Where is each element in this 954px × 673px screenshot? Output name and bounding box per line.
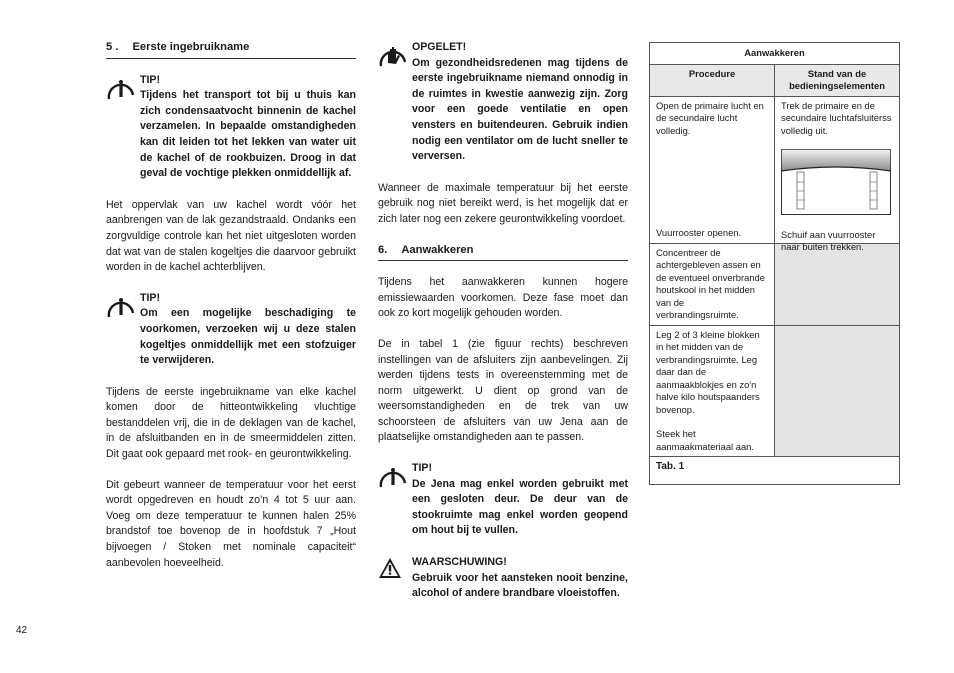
page-number: 42 [16, 625, 28, 636]
tip-text: De Jena mag enkel worden gebruikt met een gesloten deur. De deur van de stookruimte mag enkel worden geopend om hout bij te vullen. [412, 477, 628, 537]
control-pull-air-valves: Trek de primaire en de secundaire luchtafsluiterss volledig uit. [781, 99, 892, 136]
section-5-heading [106, 40, 356, 59]
left-column [106, 40, 356, 586]
tip-steel-balls [106, 291, 356, 369]
tip-door [378, 461, 628, 539]
column-header-controls: Stand van de bedieningselementen [775, 64, 900, 96]
warning-title: WAARSCHUWING! [412, 556, 507, 569]
tip-title: TIP! [140, 291, 161, 304]
section-6-number: 6. [378, 243, 388, 256]
procedure-lay-wood: Leg 2 of 3 kleine blokken in het midden van de verbrandingsruimte. Leg daar dan de aanmaakblokjes en zo'n halve kilo houtspaanders bovenop. [656, 328, 760, 415]
table-cell [775, 96, 900, 252]
section-6-title: Aanwakkeren [401, 243, 474, 256]
table-row [650, 96, 900, 243]
tip-condensation [106, 73, 356, 182]
caution-health [378, 40, 628, 165]
stove-controls-illustration [781, 149, 893, 219]
hand-caution-icon [378, 40, 412, 165]
info-icon [106, 73, 140, 182]
warning-text: Gebruik voor het aansteken nooit benzine, alcohol of andere brandbare vloeistoffen. [412, 571, 628, 600]
ignition-table [649, 42, 900, 485]
info-icon [106, 291, 140, 369]
info-icon [378, 461, 412, 539]
table-cell-empty [775, 325, 900, 457]
procedure-concentrate-ash: Concentreer de achtergebleven assen en de eventueel onverbrande houtskool in het midden van de verbrandingsruimte. [650, 243, 775, 325]
section-5-number: 5 . [106, 41, 119, 53]
table-cell-empty [775, 243, 900, 325]
caution-title: OPGELET! [412, 41, 467, 53]
tip-title: TIP! [412, 462, 433, 475]
paragraph-sandblast: Het oppervlak van uw kachel wordt vóór het aanbrengen van de lak gezandstraald. Ondanks een zorgvuldige controle kan het niet uitgesloten worden dat wat van de stalen kogeltjes die daarvoor gebruikt worden in de kachel achterblijven. [106, 198, 356, 274]
paragraph-volatile: Tijdens de eerste ingebruikname van elke kachel komen door de hitteontwikkeling vluchtige bestanddelen vrij, die in de deklagen van de kachel, in de afsluitbanden en in de smeermiddelen zitten. Dit gaat ook gepaard met rook- en geurontwikkeling. [106, 385, 356, 461]
middle-column [378, 40, 628, 618]
table-cell [650, 96, 775, 243]
caution-text: Om gezondheidsredenen mag tijdens de eerste ingebruikname niemand onnodig in de ruimtes in kwestie aanwezig zijn. Zorg voor een goede ventilatie en open vensters en buitendeuren. Gebruik indien nodig een ventilator om de lucht sneller te verversen. [412, 56, 628, 163]
section-6-heading [378, 243, 628, 262]
section-5-title: Eerste ingebruikname [132, 41, 250, 53]
table-row [650, 325, 900, 457]
tip-text: Tijdens het transport tot bij u thuis kan zich condensaatvocht binnenin de kachel verzamelen. In bepaalde omstandigheden kan dit leiden tot het lekken van water uit de kachel of de rookbuizen. Droog in dat geval de vochtige plekken onmiddellijk af. [140, 89, 356, 180]
tip-title: TIP! [140, 73, 161, 86]
table-row [650, 243, 900, 325]
paragraph-max-temp: Wanneer de maximale temperatuur bij het eerste gebruik nog niet bereikt werd, is het mogelijk dat er zich later nog een zekere geurontwikkeling voordoet. [378, 181, 628, 225]
control-pull-grate: Schuif aan vuurrooster naar buiten trekken. [781, 228, 876, 252]
procedure-open-air: Open de primaire lucht en de secundaire lucht volledig. [656, 99, 764, 136]
paragraph-emissions: Tijdens het aanwakkeren kunnen hogere emissiewaarden voorkomen. Deze fase moet dan ook zo kort mogelijk gehouden worden. [378, 276, 628, 320]
column-header-procedure: Procedure [650, 64, 775, 96]
tip-text: Om een mogelijke beschadiging te voorkomen, verzoeken wij u deze stalen kogeltjes onmiddellijk met een stofzuiger te verwijderen. [140, 307, 356, 367]
table-caption: Tab. 1 [650, 457, 900, 485]
table-cell [650, 325, 775, 457]
paragraph-temperature: Dit gebeurt wanneer de temperatuur voor het eerst wordt opgedreven en houdt zo’n 4 tot 5 uur aan. Voeg om deze temperatuur te kunnen halen 25% brandstof toe bovenop de in hoofdstuk 7 „Hout bijvoegen / Stoken met nominale capaciteit“ aanbevolen hoeveelheid. [106, 478, 356, 569]
table-title: Aanwakkeren [650, 43, 900, 65]
warning-fluids [378, 555, 628, 602]
procedure-ignite: Steek het aanmaakmateriaal aan. [656, 428, 754, 452]
warning-triangle-icon [378, 555, 412, 602]
paragraph-table-ref: De in tabel 1 (zie figuur rechts) beschreven instellingen van de afsluiters zijn aanbevelingen. Zij werden tijdens tests in overeenstemming met de norm uitgewerkt. U dient op grond van de weersomstandigheden en de trek van uw schoorsteen de afsluiters van uw Jena aan de plaatselijke omstandigheden aan te passen. [378, 337, 628, 444]
procedure-open-grate: Vuurrooster openen. [656, 227, 742, 238]
